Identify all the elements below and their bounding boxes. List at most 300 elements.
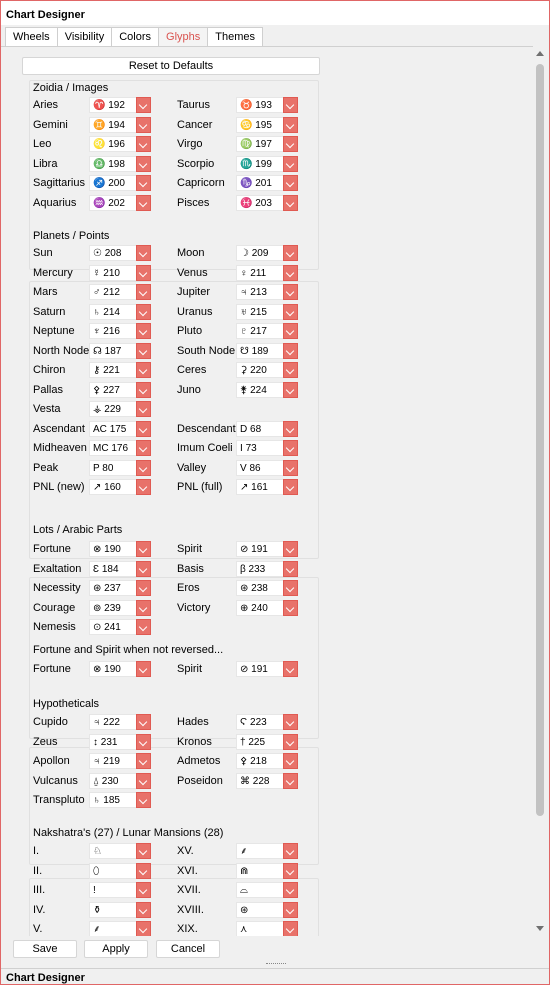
- chevron-down-icon[interactable]: [283, 304, 298, 320]
- planets-mercury-glyph-value: [93, 266, 120, 281]
- tab-strip: [5, 27, 262, 46]
- vertical-scrollbar[interactable]: [533, 46, 547, 936]
- zodia-virgo-label: Virgo: [177, 138, 203, 150]
- planets-jupiter-label: Jupiter: [177, 286, 211, 298]
- chevron-down-icon[interactable]: [136, 600, 151, 616]
- naks-xix-glyph-select[interactable]: [236, 921, 298, 937]
- zodia-leo-glyph-value: [93, 137, 125, 152]
- planets-sun-label: Sun: [33, 247, 53, 259]
- zodia-aquarius-label: Aquarius: [33, 196, 77, 209]
- chevron-down-icon[interactable]: [283, 882, 298, 898]
- lots-nemesis-glyph-select[interactable]: [89, 619, 151, 635]
- chevron-down-icon[interactable]: [283, 440, 298, 456]
- lots-victory-glyph-code: 240: [251, 602, 268, 614]
- chevron-down-icon[interactable]: [283, 661, 298, 677]
- planets-venus-glyph-code: 211: [250, 267, 267, 279]
- chevron-down-icon[interactable]: [136, 175, 151, 191]
- zodia-aquarius-glyph-value: [93, 196, 125, 211]
- hypo-vulcanus-glyph-select[interactable]: [89, 773, 151, 789]
- zodia-aries-glyph-code: 192: [108, 100, 125, 111]
- planets-imum-coeli-glyph-select[interactable]: [236, 440, 298, 456]
- planets-south-node-glyph-select[interactable]: [236, 343, 298, 359]
- planets-chiron-glyph-code: 221: [103, 365, 120, 376]
- naks-xix-glyph-icon: ⋏: [240, 924, 248, 935]
- planets-pluto-glyph-select[interactable]: [236, 323, 298, 339]
- naks-ii-glyph-select[interactable]: [89, 863, 151, 879]
- chevron-down-icon[interactable]: [136, 421, 151, 437]
- planets-sun-glyph-select[interactable]: [89, 245, 151, 261]
- naks-ii-label: II.: [33, 864, 43, 877]
- planets-south-node-label: South Node: [177, 344, 236, 357]
- lots-courage-glyph-select[interactable]: [89, 600, 151, 616]
- lots-eros-glyph-code: 238: [251, 583, 268, 594]
- planets-venus-label: Venus: [177, 266, 208, 279]
- planets-saturn-label: Saturn: [33, 305, 66, 318]
- planets-saturn-glyph-code: 214: [103, 306, 120, 318]
- lots-basis-glyph-select[interactable]: [236, 561, 298, 577]
- planets-imum-coeli-glyph-icon: I: [240, 443, 243, 454]
- lots-courage-glyph-icon: ⊚: [93, 602, 102, 614]
- chevron-down-icon[interactable]: [283, 136, 298, 152]
- planets-neptune-glyph-icon: ♆: [93, 326, 101, 337]
- chevron-down-icon[interactable]: [136, 753, 151, 769]
- chevron-down-icon[interactable]: [136, 580, 151, 596]
- planets-pluto-label: Pluto: [177, 325, 203, 337]
- apply-button[interactable]: Apply: [84, 940, 148, 958]
- hypo-transpluto-glyph-value: [93, 793, 120, 808]
- hypo-kronos-glyph-code: 225: [248, 736, 266, 748]
- planets-pnl-new-glyph-icon: ↗: [93, 482, 102, 493]
- naks-iii-glyph-value: [93, 883, 96, 898]
- hypo-apollon-glyph-icon: ♃: [93, 756, 101, 767]
- planets-valley-glyph-select[interactable]: [236, 460, 298, 476]
- planets-ceres-glyph-select[interactable]: [236, 362, 298, 378]
- chevron-down-icon[interactable]: [283, 284, 298, 300]
- zodia-gemini-glyph-code: 194: [108, 119, 125, 131]
- lots-necessity-glyph-value: [93, 581, 121, 596]
- zodia-cancer-glyph-select[interactable]: [236, 117, 298, 133]
- naks-iv-glyph-select[interactable]: [89, 902, 151, 918]
- lots-victory-glyph-icon: ⊕: [240, 602, 249, 614]
- lots-fortune-glyph-select[interactable]: [89, 541, 151, 557]
- planets-juno-glyph-select[interactable]: [236, 382, 298, 398]
- planets-pnl-new-label: PNL (new): [33, 481, 85, 493]
- planets-uranus-glyph-code: 215: [250, 306, 267, 318]
- zodia-libra-glyph-select[interactable]: [89, 156, 151, 172]
- chevron-down-icon[interactable]: [136, 97, 151, 113]
- planets-peak-glyph-code: 80: [102, 462, 114, 474]
- chevron-down-icon[interactable]: [136, 323, 151, 339]
- chevron-down-icon[interactable]: [136, 265, 151, 281]
- tab-colors[interactable]: Colors: [111, 27, 159, 46]
- hypo-vulcanus-label: Vulcanus: [33, 774, 78, 787]
- naks-ii-glyph-value: [93, 864, 99, 879]
- planets-jupiter-glyph-select[interactable]: [236, 284, 298, 300]
- planets-neptune-glyph-value: [93, 324, 120, 339]
- lots-sub-spirit-glyph-select[interactable]: [236, 661, 298, 677]
- planets-pnl-new-glyph-code: 160: [104, 482, 121, 493]
- planets-pluto-glyph-value: [240, 324, 267, 339]
- planets-pnl-full-glyph-select[interactable]: [236, 479, 298, 495]
- naks-i-glyph-select[interactable]: [89, 843, 151, 859]
- chevron-down-icon[interactable]: [283, 175, 298, 191]
- zodia-capricorn-glyph-select[interactable]: [236, 175, 298, 191]
- chevron-down-icon[interactable]: [283, 421, 298, 437]
- chevron-down-icon[interactable]: [136, 195, 151, 211]
- lots-nemesis-glyph-code: 241: [104, 622, 121, 633]
- planets-north-node-glyph-select[interactable]: [89, 343, 151, 359]
- planets-north-node-glyph-value: [93, 344, 121, 359]
- zodia-taurus-label: Taurus: [177, 99, 211, 111]
- naks-title: Nakshatra's (27) / Lunar Mansions (28): [33, 827, 224, 839]
- hypo-poseidon-glyph-select[interactable]: [236, 773, 298, 789]
- lots-victory-glyph-value: [240, 601, 268, 616]
- chevron-down-icon[interactable]: [136, 863, 151, 879]
- chevron-down-icon[interactable]: [283, 580, 298, 596]
- chevron-down-icon[interactable]: [136, 882, 151, 898]
- hypo-admetos-glyph-code: 218: [250, 756, 267, 767]
- chevron-down-icon[interactable]: [283, 156, 298, 172]
- planets-chiron-glyph-select[interactable]: [89, 362, 151, 378]
- chevron-down-icon[interactable]: [283, 460, 298, 476]
- hypo-zeus-glyph-select[interactable]: [89, 734, 151, 750]
- chevron-down-icon[interactable]: [283, 773, 298, 789]
- lots-exaltation-glyph-select[interactable]: [89, 561, 151, 577]
- zodia-libra-glyph-code: 198: [108, 158, 125, 170]
- planets-vesta-glyph-code: 229: [104, 404, 121, 415]
- planets-pnl-new-glyph-select[interactable]: [89, 479, 151, 495]
- zodia-sagittarius-glyph-select[interactable]: [89, 175, 151, 191]
- planets-pallas-glyph-select[interactable]: [89, 382, 151, 398]
- zodia-pisces-label: Pisces: [177, 196, 210, 209]
- hypo-cupido-glyph-icon: ♃: [93, 717, 101, 728]
- zodia-sagittarius-glyph-code: 200: [108, 178, 125, 189]
- planets-juno-glyph-value: [240, 383, 267, 398]
- hypo-poseidon-label: Poseidon: [177, 774, 223, 787]
- chevron-down-icon[interactable]: [283, 921, 298, 937]
- planets-ascendant-label: Ascendant: [33, 422, 85, 435]
- planets-pnl-full-glyph-code: 161: [251, 482, 268, 493]
- zodia-leo-label: Leo: [33, 138, 52, 150]
- lots-basis-glyph-icon: β: [240, 563, 246, 575]
- zodia-libra-label: Libra: [33, 157, 58, 170]
- planets-venus-glyph-select[interactable]: [236, 265, 298, 281]
- chevron-down-icon[interactable]: [136, 661, 151, 677]
- lots-spirit-glyph-icon: ⊘: [240, 544, 249, 555]
- chevron-down-icon[interactable]: [283, 902, 298, 918]
- planets-mercury-glyph-select[interactable]: [89, 265, 151, 281]
- lots-necessity-glyph-select[interactable]: [89, 580, 151, 596]
- chevron-down-icon[interactable]: [136, 362, 151, 378]
- lots-exaltation-glyph-icon: Ɛ: [93, 563, 100, 575]
- lots-sub-spirit-label: Spirit: [177, 663, 203, 675]
- chevron-down-icon[interactable]: [283, 265, 298, 281]
- planets-jupiter-glyph-value: [240, 285, 267, 300]
- hypo-poseidon-glyph-icon: ⌘: [240, 775, 250, 787]
- naks-xvii-glyph-select[interactable]: [236, 882, 298, 898]
- hypo-admetos-glyph-value: [240, 754, 267, 769]
- planets-venus-glyph-icon: ♀: [240, 267, 248, 279]
- planets-north-node-glyph-icon: ☊: [93, 345, 102, 357]
- chevron-down-icon[interactable]: [283, 245, 298, 261]
- scroll-thumb[interactable]: [536, 64, 544, 816]
- hypo-apollon-glyph-select[interactable]: [89, 753, 151, 769]
- chevron-down-icon[interactable]: [283, 863, 298, 879]
- chevron-down-icon[interactable]: [283, 600, 298, 616]
- lots-spirit-glyph-code: 191: [251, 544, 268, 555]
- chevron-down-icon[interactable]: [136, 921, 151, 937]
- planets-saturn-glyph-select[interactable]: [89, 304, 151, 320]
- planets-ascendant-glyph-code: 175: [109, 423, 127, 435]
- hypo-apollon-label: Apollon: [33, 755, 70, 767]
- chevron-down-icon[interactable]: [136, 401, 151, 417]
- naks-ii-glyph-icon: ⬯: [93, 865, 100, 877]
- lots-sub-fortune-glyph-select[interactable]: [89, 661, 151, 677]
- naks-xv-label: XV.: [177, 845, 194, 857]
- hypo-cupido-glyph-code: 222: [103, 717, 120, 728]
- chevron-down-icon[interactable]: [136, 792, 151, 808]
- lots-sub-fortune-glyph-icon: ⊗: [93, 664, 102, 675]
- planets-moon-glyph-select[interactable]: [236, 245, 298, 261]
- hypo-zeus-glyph-code: 231: [100, 736, 118, 748]
- planets-mars-glyph-select[interactable]: [89, 284, 151, 300]
- tab-visibility[interactable]: Visibility: [57, 27, 113, 46]
- chevron-down-icon[interactable]: [283, 753, 298, 769]
- lots-spirit-glyph-value: [240, 542, 268, 557]
- lots-victory-label: Victory: [177, 601, 211, 614]
- chevron-down-icon[interactable]: [136, 734, 151, 750]
- planets-pnl-full-glyph-value: [240, 480, 268, 495]
- naks-v-glyph-select[interactable]: [89, 921, 151, 937]
- chevron-down-icon[interactable]: [136, 284, 151, 300]
- lots-victory-glyph-select[interactable]: [236, 600, 298, 616]
- hypo-transpluto-label: Transpluto: [33, 794, 85, 806]
- chevron-down-icon[interactable]: [283, 323, 298, 339]
- naks-xviii-glyph-value: [240, 903, 248, 918]
- chevron-down-icon[interactable]: [283, 843, 298, 859]
- naks-v-glyph-icon: ⸙: [93, 924, 101, 935]
- cancel-button[interactable]: Cancel: [156, 940, 220, 958]
- lots-basis-glyph-code: 233: [248, 563, 266, 575]
- lots-necessity-glyph-icon: ⊛: [93, 583, 102, 594]
- planets-vesta-glyph-select[interactable]: [89, 401, 151, 417]
- naks-i-glyph-value: [93, 844, 102, 859]
- lots-exaltation-glyph-value: [93, 562, 119, 577]
- planets-pnl-new-glyph-value: [93, 480, 121, 495]
- planets-mars-glyph-icon: ♂: [93, 287, 101, 298]
- planets-sun-glyph-code: 208: [104, 248, 122, 259]
- naks-xv-glyph-value: [240, 844, 248, 859]
- lots-sub-fortune-glyph-value: [93, 662, 121, 677]
- zodia-cancer-label: Cancer: [177, 118, 213, 131]
- chevron-down-icon[interactable]: [136, 382, 151, 398]
- naks-iv-label: IV.: [33, 903, 46, 916]
- planets-ascendant-glyph-select[interactable]: [89, 421, 151, 437]
- chevron-down-icon[interactable]: [136, 561, 151, 577]
- planets-descendant-glyph-code: 68: [250, 423, 262, 435]
- hypo-cupido-glyph-select[interactable]: [89, 714, 151, 730]
- naks-xv-glyph-icon: ⸙: [240, 846, 248, 857]
- planets-valley-label: Valley: [177, 461, 207, 474]
- planets-neptune-label: Neptune: [33, 325, 75, 337]
- chevron-down-icon[interactable]: [283, 343, 298, 359]
- planets-descendant-glyph-select[interactable]: [236, 421, 298, 437]
- planets-vesta-label: Vesta: [33, 403, 61, 415]
- hypo-vulcanus-glyph-code: 230: [101, 775, 119, 787]
- save-button[interactable]: Save: [13, 940, 77, 958]
- planets-valley-glyph-code: 86: [249, 462, 261, 474]
- chevron-down-icon[interactable]: [283, 362, 298, 378]
- chevron-down-icon[interactable]: [136, 304, 151, 320]
- chevron-down-icon[interactable]: [283, 117, 298, 133]
- planets-midheaven-glyph-select[interactable]: [89, 440, 151, 456]
- naks-xvi-glyph-select[interactable]: [236, 863, 298, 879]
- chevron-down-icon[interactable]: [283, 382, 298, 398]
- planets-mercury-glyph-icon: ☿: [93, 267, 101, 279]
- hypo-cupido-glyph-value: [93, 715, 120, 730]
- chevron-down-icon[interactable]: [136, 902, 151, 918]
- planets-moon-glyph-value: [240, 246, 268, 261]
- chevron-down-icon[interactable]: [136, 541, 151, 557]
- zodia-scorpio-glyph-icon: ♏: [240, 158, 253, 170]
- chevron-down-icon[interactable]: [283, 479, 298, 495]
- planets-uranus-glyph-select[interactable]: [236, 304, 298, 320]
- hypo-vulcanus-glyph-icon: ⍙: [93, 775, 99, 787]
- naks-xviii-glyph-select[interactable]: [236, 902, 298, 918]
- chevron-down-icon[interactable]: [136, 773, 151, 789]
- window-title: Chart Designer: [6, 9, 85, 21]
- zodia-cancer-glyph-code: 195: [255, 119, 272, 131]
- chevron-down-icon[interactable]: [283, 541, 298, 557]
- lots-courage-label: Courage: [33, 601, 76, 614]
- lots-basis-label: Basis: [177, 562, 204, 575]
- zodia-leo-glyph-select[interactable]: [89, 136, 151, 152]
- zodia-title: Zoidia / Images: [33, 82, 109, 94]
- naks-iii-glyph-select[interactable]: [89, 882, 151, 898]
- chevron-down-icon[interactable]: [136, 136, 151, 152]
- naks-xvii-glyph-icon: ⌓: [240, 885, 248, 896]
- naks-xvii-label: XVII.: [177, 884, 201, 896]
- resize-grip-icon[interactable]: [266, 963, 286, 966]
- planets-sun-glyph-value: [93, 246, 121, 261]
- hypo-kronos-label: Kronos: [177, 735, 212, 748]
- hypo-hades-glyph-select[interactable]: [236, 714, 298, 730]
- reset-to-defaults-button[interactable]: Reset to Defaults: [22, 57, 320, 75]
- zodia-libra-glyph-icon: ♎: [93, 158, 106, 170]
- planets-ascendant-glyph-value: [93, 422, 126, 437]
- chevron-down-icon[interactable]: [283, 97, 298, 113]
- hypo-transpluto-glyph-code: 185: [103, 795, 120, 806]
- zodia-aries-glyph-select[interactable]: [89, 97, 151, 113]
- scroll-up-icon[interactable]: [536, 51, 544, 56]
- zodia-virgo-glyph-select[interactable]: [236, 136, 298, 152]
- planets-saturn-glyph-value: [93, 305, 120, 320]
- lots-sub-fortune-glyph-code: 190: [104, 664, 121, 675]
- lots-fortune-label: Fortune: [33, 543, 71, 555]
- lots-exaltation-glyph-code: 184: [101, 563, 119, 575]
- zodia-pisces-glyph-icon: ♓: [240, 197, 253, 209]
- planets-peak-glyph-select[interactable]: [89, 460, 151, 476]
- lots-nemesis-label: Nemesis: [33, 621, 76, 633]
- hypo-kronos-glyph-select[interactable]: [236, 734, 298, 750]
- lots-exaltation-label: Exaltation: [33, 562, 82, 575]
- tab-glyphs[interactable]: Glyphs: [158, 27, 208, 46]
- chevron-down-icon[interactable]: [283, 561, 298, 577]
- naks-v-label: V.: [33, 923, 43, 935]
- chevron-down-icon[interactable]: [136, 843, 151, 859]
- planets-pnl-full-glyph-icon: ↗: [240, 482, 249, 493]
- planets-pluto-glyph-code: 217: [250, 326, 267, 337]
- hypo-admetos-label: Admetos: [177, 755, 221, 767]
- zodia-aquarius-glyph-select[interactable]: [89, 195, 151, 211]
- lots-eros-glyph-select[interactable]: [236, 580, 298, 596]
- planets-midheaven-glyph-code: 176: [111, 443, 129, 454]
- chevron-down-icon[interactable]: [136, 479, 151, 495]
- hypo-admetos-glyph-select[interactable]: [236, 753, 298, 769]
- chevron-down-icon[interactable]: [136, 714, 151, 730]
- naks-xvi-glyph-value: [240, 864, 248, 879]
- zodia-capricorn-glyph-icon: ♑: [240, 178, 253, 189]
- zodia-pisces-glyph-select[interactable]: [236, 195, 298, 211]
- lots-sub-spirit-glyph-icon: ⊘: [240, 664, 249, 675]
- zodia-gemini-glyph-value: [93, 118, 125, 133]
- planets-peak-glyph-icon: P: [93, 462, 100, 474]
- zodia-scorpio-glyph-code: 199: [255, 158, 272, 170]
- chevron-down-icon[interactable]: [136, 156, 151, 172]
- zodia-taurus-glyph-select[interactable]: [236, 97, 298, 113]
- chevron-down-icon[interactable]: [136, 343, 151, 359]
- naks-xv-glyph-select[interactable]: [236, 843, 298, 859]
- tab-wheels[interactable]: Wheels: [5, 27, 58, 46]
- planets-title: Planets / Points: [33, 230, 110, 242]
- chevron-down-icon[interactable]: [136, 245, 151, 261]
- chevron-down-icon[interactable]: [283, 714, 298, 730]
- planets-imum-coeli-glyph-code: 73: [245, 443, 257, 454]
- zodia-scorpio-glyph-select[interactable]: [236, 156, 298, 172]
- lots-courage-glyph-value: [93, 601, 121, 616]
- planets-neptune-glyph-select[interactable]: [89, 323, 151, 339]
- zodia-sagittarius-glyph-value: [93, 176, 125, 191]
- planets-uranus-glyph-value: [240, 305, 267, 320]
- tab-themes[interactable]: Themes: [207, 27, 263, 46]
- zodia-aries-label: Aries: [33, 99, 59, 111]
- zodia-gemini-glyph-select[interactable]: [89, 117, 151, 133]
- naks-xix-glyph-value: [240, 922, 247, 937]
- scroll-down-icon[interactable]: [536, 926, 544, 931]
- planets-jupiter-glyph-icon: ♃: [240, 287, 248, 298]
- chevron-down-icon[interactable]: [136, 117, 151, 133]
- lots-eros-glyph-value: [240, 581, 268, 596]
- zodia-virgo-glyph-value: [240, 137, 272, 152]
- hypo-kronos-glyph-icon: †: [240, 736, 246, 748]
- chevron-down-icon[interactable]: [283, 734, 298, 750]
- chevron-down-icon[interactable]: [283, 195, 298, 211]
- zodia-capricorn-label: Capricorn: [177, 177, 225, 189]
- chevron-down-icon[interactable]: [136, 460, 151, 476]
- lots-spirit-glyph-select[interactable]: [236, 541, 298, 557]
- lots-nemesis-glyph-icon: ⊙: [93, 622, 102, 633]
- zodia-capricorn-glyph-value: [240, 176, 272, 191]
- hypo-zeus-label: Zeus: [33, 735, 58, 748]
- planets-midheaven-glyph-icon: MC: [93, 443, 109, 454]
- status-label: Chart Designer: [6, 972, 85, 984]
- hypo-cupido-label: Cupido: [33, 716, 68, 728]
- hypo-transpluto-glyph-select[interactable]: [89, 792, 151, 808]
- planets-moon-glyph-code: 209: [251, 248, 269, 259]
- chevron-down-icon[interactable]: [136, 440, 151, 456]
- chevron-down-icon[interactable]: [136, 619, 151, 635]
- zodia-pisces-glyph-value: [240, 196, 272, 211]
